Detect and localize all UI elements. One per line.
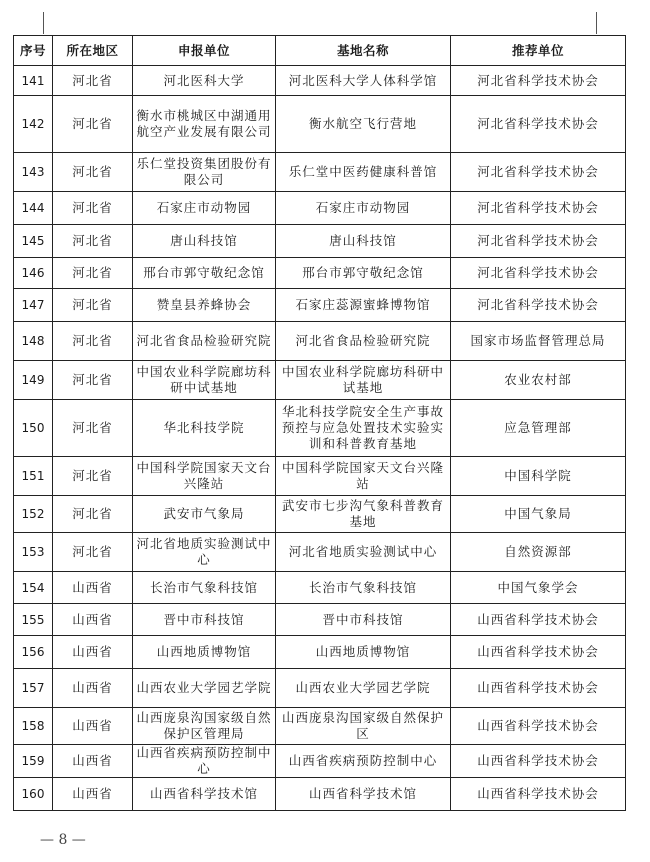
row-recommender: 河北省科学技术协会 xyxy=(451,153,626,192)
row-region: 山西省 xyxy=(53,745,133,778)
row-recommender: 河北省科学技术协会 xyxy=(451,192,626,225)
row-number: 145 xyxy=(14,225,53,258)
header-region: 所在地区 xyxy=(53,36,133,66)
row-applicant: 乐仁堂投资集团股份有限公司 xyxy=(133,153,276,192)
row-number: 142 xyxy=(14,96,53,153)
row-base-name: 山西庞泉沟国家级自然保护区 xyxy=(276,708,451,745)
base-list-table xyxy=(13,35,626,811)
row-applicant: 邢台市郭守敬纪念馆 xyxy=(133,258,276,289)
row-recommender: 中国科学院 xyxy=(451,457,626,496)
table-row xyxy=(14,496,626,533)
row-base-name: 石家庄蕊源蜜蜂博物馆 xyxy=(276,289,451,322)
row-recommender: 中国气象局 xyxy=(451,496,626,533)
row-number: 149 xyxy=(14,361,53,400)
row-applicant: 山西地质博物馆 xyxy=(133,636,276,669)
row-number: 148 xyxy=(14,322,53,361)
row-region: 山西省 xyxy=(53,604,133,636)
table-row xyxy=(14,225,626,258)
table-row xyxy=(14,745,626,778)
row-base-name: 唐山科技馆 xyxy=(276,225,451,258)
row-applicant: 河北医科大学 xyxy=(133,66,276,96)
table-row xyxy=(14,66,626,96)
row-applicant: 中国农业科学院廊坊科研中试基地 xyxy=(133,361,276,400)
row-number: 152 xyxy=(14,496,53,533)
row-recommender: 农业农村部 xyxy=(451,361,626,400)
row-number: 151 xyxy=(14,457,53,496)
row-region: 河北省 xyxy=(53,258,133,289)
row-number: 154 xyxy=(14,572,53,604)
row-base-name: 山西农业大学园艺学院 xyxy=(276,669,451,708)
row-recommender: 河北省科学技术协会 xyxy=(451,258,626,289)
row-region: 山西省 xyxy=(53,669,133,708)
row-region: 河北省 xyxy=(53,153,133,192)
row-region: 河北省 xyxy=(53,400,133,457)
row-base-name: 河北省食品检验研究院 xyxy=(276,322,451,361)
header-recommender: 推荐单位 xyxy=(451,36,626,66)
row-number: 156 xyxy=(14,636,53,669)
row-recommender: 河北省科学技术协会 xyxy=(451,225,626,258)
row-number: 157 xyxy=(14,669,53,708)
table-row xyxy=(14,322,626,361)
table-row xyxy=(14,289,626,322)
header-no: 序号 xyxy=(14,36,53,66)
row-number: 160 xyxy=(14,778,53,811)
row-region: 山西省 xyxy=(53,572,133,604)
row-recommender: 山西省科学技术协会 xyxy=(451,604,626,636)
row-recommender: 自然资源部 xyxy=(451,533,626,572)
row-applicant: 唐山科技馆 xyxy=(133,225,276,258)
row-region: 河北省 xyxy=(53,192,133,225)
row-number: 159 xyxy=(14,745,53,778)
row-base-name: 华北科技学院安全生产事故预控与应急处置技术实验实训和科普教育基地 xyxy=(276,400,451,457)
table-row xyxy=(14,361,626,400)
table-row xyxy=(14,258,626,289)
row-base-name: 晋中市科技馆 xyxy=(276,604,451,636)
table-row xyxy=(14,153,626,192)
crop-mark-left xyxy=(43,12,44,34)
row-applicant: 晋中市科技馆 xyxy=(133,604,276,636)
row-recommender: 中国气象学会 xyxy=(451,572,626,604)
row-base-name: 河北医科大学人体科学馆 xyxy=(276,66,451,96)
row-number: 150 xyxy=(14,400,53,457)
row-base-name: 邢台市郭守敬纪念馆 xyxy=(276,258,451,289)
row-base-name: 乐仁堂中医药健康科普馆 xyxy=(276,153,451,192)
row-recommender: 山西省科学技术协会 xyxy=(451,778,626,811)
row-applicant: 山西省科学技术馆 xyxy=(133,778,276,811)
row-number: 147 xyxy=(14,289,53,322)
row-region: 河北省 xyxy=(53,533,133,572)
row-applicant: 衡水市桃城区中湖通用航空产业发展有限公司 xyxy=(133,96,276,153)
table-row xyxy=(14,669,626,708)
row-number: 155 xyxy=(14,604,53,636)
row-region: 河北省 xyxy=(53,457,133,496)
table-row xyxy=(14,457,626,496)
row-number: 153 xyxy=(14,533,53,572)
row-applicant: 山西省疾病预防控制中心 xyxy=(133,745,276,778)
table-row xyxy=(14,400,626,457)
row-recommender: 山西省科学技术协会 xyxy=(451,708,626,745)
row-applicant: 赞皇县养蜂协会 xyxy=(133,289,276,322)
row-base-name: 长治市气象科技馆 xyxy=(276,572,451,604)
row-base-name: 衡水航空飞行营地 xyxy=(276,96,451,153)
page-number: — 8 — xyxy=(40,832,86,848)
table-row xyxy=(14,533,626,572)
row-number: 146 xyxy=(14,258,53,289)
table-row xyxy=(14,192,626,225)
row-recommender: 山西省科学技术协会 xyxy=(451,745,626,778)
row-region: 河北省 xyxy=(53,361,133,400)
table-row xyxy=(14,604,626,636)
row-applicant: 华北科技学院 xyxy=(133,400,276,457)
row-applicant: 河北省食品检验研究院 xyxy=(133,322,276,361)
row-number: 158 xyxy=(14,708,53,745)
row-base-name: 武安市七步沟气象科普教育基地 xyxy=(276,496,451,533)
row-applicant: 武安市气象局 xyxy=(133,496,276,533)
header-base-name: 基地名称 xyxy=(276,36,451,66)
table-row xyxy=(14,636,626,669)
row-region: 山西省 xyxy=(53,636,133,669)
table-body xyxy=(14,66,626,811)
row-region: 河北省 xyxy=(53,289,133,322)
row-base-name: 石家庄市动物园 xyxy=(276,192,451,225)
row-applicant: 山西农业大学园艺学院 xyxy=(133,669,276,708)
row-recommender: 河北省科学技术协会 xyxy=(451,96,626,153)
header-applicant: 申报单位 xyxy=(133,36,276,66)
row-recommender: 河北省科学技术协会 xyxy=(451,289,626,322)
row-base-name: 山西地质博物馆 xyxy=(276,636,451,669)
row-recommender: 山西省科学技术协会 xyxy=(451,669,626,708)
row-region: 河北省 xyxy=(53,496,133,533)
table-row xyxy=(14,778,626,811)
table-row xyxy=(14,708,626,745)
row-applicant: 长治市气象科技馆 xyxy=(133,572,276,604)
row-applicant: 中国科学院国家天文台兴隆站 xyxy=(133,457,276,496)
row-base-name: 山西省疾病预防控制中心 xyxy=(276,745,451,778)
crop-mark-right xyxy=(596,12,597,34)
row-region: 河北省 xyxy=(53,96,133,153)
row-applicant: 河北省地质实验测试中心 xyxy=(133,533,276,572)
row-number: 143 xyxy=(14,153,53,192)
row-number: 144 xyxy=(14,192,53,225)
row-recommender: 山西省科学技术协会 xyxy=(451,636,626,669)
table-row xyxy=(14,572,626,604)
row-region: 河北省 xyxy=(53,225,133,258)
row-region: 山西省 xyxy=(53,708,133,745)
row-region: 河北省 xyxy=(53,322,133,361)
row-number: 141 xyxy=(14,66,53,96)
row-base-name: 中国科学院国家天文台兴隆站 xyxy=(276,457,451,496)
row-base-name: 中国农业科学院廊坊科研中试基地 xyxy=(276,361,451,400)
table-row xyxy=(14,96,626,153)
row-applicant: 山西庞泉沟国家级自然保护区管理局 xyxy=(133,708,276,745)
row-region: 河北省 xyxy=(53,66,133,96)
row-region: 山西省 xyxy=(53,778,133,811)
table-header-row xyxy=(14,36,626,66)
row-base-name: 山西省科学技术馆 xyxy=(276,778,451,811)
row-recommender: 河北省科学技术协会 xyxy=(451,66,626,96)
row-applicant: 石家庄市动物园 xyxy=(133,192,276,225)
row-recommender: 国家市场监督管理总局 xyxy=(451,322,626,361)
row-recommender: 应急管理部 xyxy=(451,400,626,457)
row-base-name: 河北省地质实验测试中心 xyxy=(276,533,451,572)
